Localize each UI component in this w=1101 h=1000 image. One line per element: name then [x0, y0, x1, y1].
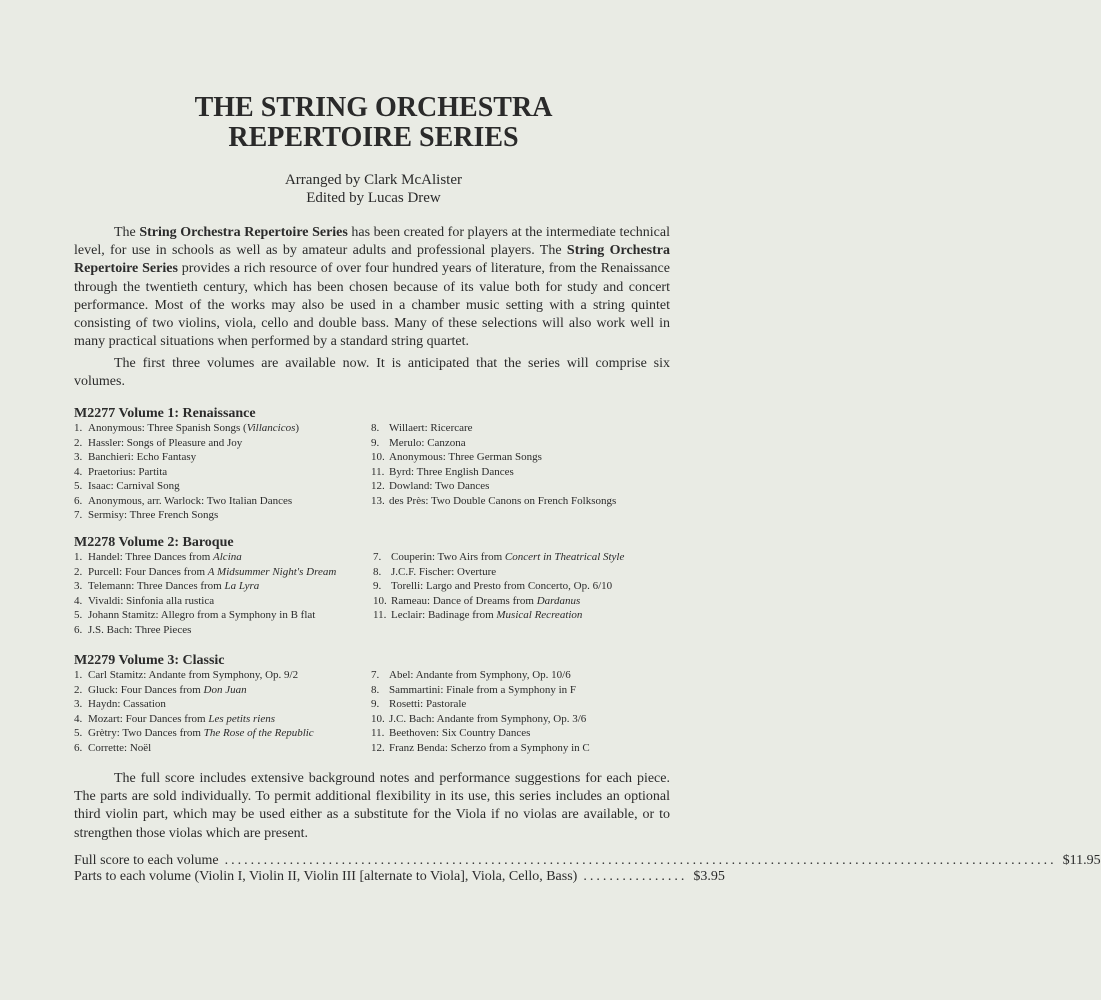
composer-name: Sammartini: — [389, 683, 444, 696]
composer-name: Vivaldi: — [88, 594, 124, 607]
list-item — [373, 579, 624, 594]
series-name: String Orchestra Repertoire Series — [139, 225, 348, 240]
composer-name: Anonymous: — [88, 422, 145, 434]
item-number: 9. — [371, 436, 380, 449]
list-item — [74, 741, 314, 756]
composer-name: Johann Stamitz: — [88, 609, 159, 621]
list-item — [74, 712, 314, 727]
composer-name: Anonymous: — [389, 451, 446, 463]
work-title: Canzona — [424, 436, 466, 449]
availability-paragraph: The first three volumes are available now. It is anticipated that the series will comprise six volumes. — [74, 356, 670, 390]
list-item — [371, 668, 590, 683]
list-item — [371, 436, 616, 451]
item-number: 6. — [74, 741, 83, 754]
list-item — [373, 550, 624, 565]
item-number: 9. — [373, 580, 382, 592]
list-item — [74, 668, 314, 683]
dot-leader: ................................................................................................................................ — [224, 853, 1057, 868]
volume-2-list-left — [74, 550, 336, 637]
work-title: Three German Songs — [445, 451, 542, 463]
work-title-italic: Les petits riens — [208, 712, 275, 725]
item-number: 1. — [74, 422, 83, 434]
list-item — [74, 726, 314, 741]
page-title-line1: THE STRING ORCHESTRA — [194, 92, 553, 123]
item-number: 3. — [74, 451, 83, 463]
item-number: 6. — [74, 623, 83, 636]
list-item — [74, 683, 314, 698]
composer-name: Isaac: — [88, 480, 114, 492]
volume-3-heading: M2279 Volume 3: Classic — [74, 653, 225, 668]
list-item — [74, 623, 336, 638]
composer-name: Handel: — [88, 551, 123, 563]
item-number: 3. — [74, 580, 83, 592]
work-title: Three Dances from — [122, 551, 214, 563]
composer-name: J.C. Bach: — [389, 712, 435, 725]
composer-name: Couperin: — [391, 551, 435, 563]
composer-name: Abel: — [389, 669, 414, 681]
work-title: Scherzo from a Symphony in C — [447, 741, 590, 754]
item-number: 9. — [371, 698, 380, 710]
list-item — [373, 594, 624, 609]
price-label: Parts to each volume (Violin I, Violin II, Violin III [alternate to Viola], Viola, Cello, Bass) — [74, 869, 578, 884]
work-title: Andante from Symphony, Op. 3/6 — [434, 712, 587, 725]
page-title-line2: REPERTOIRE SERIES — [228, 122, 519, 153]
price-value: $3.95 — [693, 869, 725, 884]
item-number: 4. — [74, 465, 83, 478]
price-value: $11.95 — [1062, 853, 1101, 868]
price-row-parts — [74, 868, 725, 885]
work-title: Finale from a Symphony in F — [443, 683, 576, 696]
composer-name: Sermisy: — [88, 509, 128, 521]
price-row-full-score — [74, 852, 1101, 869]
composer-name: Hassler: — [88, 436, 125, 449]
work-title: Four Dances from — [122, 565, 208, 578]
item-number: 6. — [74, 494, 83, 507]
list-item — [74, 697, 314, 712]
work-title: Six Country Dances — [439, 727, 531, 739]
composer-name: Corrette: — [88, 741, 128, 754]
item-number: 5. — [74, 480, 83, 492]
work-title-italic: Don Juan — [203, 683, 247, 696]
list-item — [371, 741, 590, 756]
composer-name: Gluck: — [88, 683, 118, 696]
item-number: 1. — [74, 551, 83, 563]
composer-name: Haydn: — [88, 698, 121, 710]
list-item — [74, 450, 299, 465]
list-item — [371, 479, 616, 494]
volume-2-list-right — [373, 550, 624, 623]
work-title: Pastorale — [423, 698, 467, 710]
work-title: Three Dances from — [134, 580, 225, 592]
work-title: Four Dances from — [122, 712, 209, 725]
volume-1-list-right — [371, 421, 616, 508]
work-title: Cassation — [120, 698, 166, 710]
list-item — [74, 494, 299, 509]
item-number: 7. — [373, 551, 382, 563]
work-title: Noël — [127, 741, 152, 754]
work-title: Partita — [135, 465, 168, 478]
series-name: String Orchestra Repertoire Series — [74, 243, 670, 277]
composer-name: Leclair: — [391, 609, 426, 621]
composer-name: Grètry: — [88, 727, 120, 739]
composer-name: Merulo: — [389, 436, 425, 449]
list-item — [371, 712, 590, 727]
work-title-italic: Concert in Theatrical Style — [504, 551, 625, 563]
item-number: 12. — [371, 741, 385, 754]
composer-name: Dowland: — [389, 480, 433, 492]
item-number: 8. — [373, 565, 382, 578]
list-item — [371, 421, 616, 436]
list-item — [74, 465, 299, 480]
item-number: 10. — [371, 451, 385, 463]
item-number: 1. — [74, 669, 83, 681]
composer-name: Beethoven: — [389, 727, 440, 739]
item-number: 11. — [373, 609, 387, 621]
item-number: 7. — [371, 669, 380, 681]
list-item — [371, 465, 616, 480]
work-title: Dance of Dreams from — [430, 594, 537, 607]
item-number: 4. — [74, 712, 83, 725]
list-item — [74, 479, 299, 494]
work-title: Badinage from — [425, 609, 497, 621]
work-title-italic: Musical Recreation — [496, 609, 583, 621]
work-title-suffix: ) — [295, 422, 300, 434]
volume-3-list-left — [74, 668, 314, 755]
composer-name: Rameau: — [391, 594, 431, 607]
item-number: 12. — [371, 480, 385, 492]
work-title: Echo Fantasy — [133, 451, 197, 463]
composer-name: Carl Stamitz: — [88, 669, 147, 681]
item-number: 11. — [371, 727, 385, 739]
item-number: 11. — [371, 465, 385, 478]
arranger-credit: Arranged by Clark McAlister — [284, 172, 463, 188]
composer-name: Anonymous, arr. Warlock: — [88, 494, 205, 507]
composer-name: J.S. Bach: — [88, 623, 133, 636]
list-item — [74, 594, 336, 609]
composer-name: Franz Benda: — [389, 741, 448, 754]
composer-name: Willaert: — [389, 422, 428, 434]
list-item — [74, 550, 336, 565]
closing-paragraph: The full score includes extensive background notes and performance suggestions for each piece. The parts are sold individually. To permit additional flexibility in its use, this series includes an optional third violin part, which may be used either as a substitute for the Viola if no violas are available, or to strengthen those violas which are present. — [74, 771, 670, 841]
volume-1-list-left — [74, 421, 299, 523]
composer-name: Purcell: — [88, 565, 123, 578]
composer-name: Torelli: — [391, 580, 424, 592]
item-number: 10. — [373, 594, 387, 607]
work-title: Allegro from a Symphony in B flat — [158, 609, 316, 621]
dot-leader: ................ — [583, 869, 688, 884]
list-item — [373, 608, 624, 623]
list-item — [74, 421, 299, 436]
item-number: 3. — [74, 698, 83, 710]
item-number: 8. — [371, 422, 380, 434]
list-item — [371, 450, 616, 465]
work-title: Three French Songs — [127, 509, 219, 521]
work-title: Two Dances — [432, 480, 490, 492]
work-title: Two Airs from — [435, 551, 505, 563]
composer-name: Telemann: — [88, 580, 135, 592]
work-title: Sinfonia alla rustica — [123, 594, 215, 607]
item-number: 7. — [74, 509, 83, 521]
work-title: Three Pieces — [132, 623, 192, 636]
work-title: Largo and Presto from Concerto, Op. 6/10 — [423, 580, 613, 592]
item-number: 8. — [371, 683, 380, 696]
composer-name: Byrd: — [389, 465, 415, 478]
item-number: 10. — [371, 712, 385, 725]
work-title: Three Spanish Songs ( — [144, 422, 247, 434]
work-title: Two Double Canons on French Folksongs — [428, 494, 617, 507]
work-title: Three English Dances — [414, 465, 514, 478]
item-number: 5. — [74, 609, 83, 621]
item-number: 4. — [74, 594, 83, 607]
work-title: Two Dances from — [119, 727, 204, 739]
work-title-italic: The Rose of the Republic — [203, 727, 314, 739]
work-title-italic: La Lyra — [224, 580, 260, 592]
list-item — [74, 436, 299, 451]
work-title-italic: A Midsummer Night's Dream — [207, 565, 337, 578]
list-item — [74, 579, 336, 594]
work-title: Andante from Symphony, Op. 9/2 — [146, 669, 299, 681]
volume-1-heading: M2277 Volume 1: Renaissance — [74, 406, 256, 421]
intro-paragraph: The String Orchestra Repertoire Series has been created for players at the intermediate technical level, for use in schools as well as by amateur adults and professional players. The String Orchestra Repertoire Series provides a rich resource of over four hundred years of literature, from the Renaissance through the twentieth century, which has been chosen because of its value both for study and concert performance. Most of the works may also be used in a chamber music setting with a string quintet consisting of two violins, viola, cello and double bass. Many of these selections will also work well in many practical situations when performed by a standard string quartet. — [74, 225, 670, 350]
composer-name: Praetorius: — [88, 465, 136, 478]
work-title-italic: Dardanus — [536, 594, 581, 607]
work-title: Two Italian Dances — [204, 494, 293, 507]
list-item — [371, 494, 616, 509]
work-title-italic: Villancicos — [246, 422, 296, 434]
work-title: Overture — [454, 565, 497, 578]
composer-name: Mozart: — [88, 712, 123, 725]
volume-3-list-right — [371, 668, 590, 755]
item-number: 2. — [74, 565, 83, 578]
price-label: Full score to each volume — [74, 853, 219, 868]
composer-name: J.C.F. Fischer: — [391, 565, 455, 578]
work-title: Ricercare — [427, 422, 473, 434]
volume-2-heading: M2278 Volume 2: Baroque — [74, 535, 234, 550]
list-item — [74, 508, 299, 523]
item-number: 2. — [74, 683, 83, 696]
composer-name: Rosetti: — [389, 698, 424, 710]
list-item — [74, 608, 336, 623]
item-number: 2. — [74, 436, 83, 449]
editor-credit: Edited by Lucas Drew — [306, 190, 441, 206]
composer-name: Banchieri: — [88, 451, 134, 463]
list-item — [371, 726, 590, 741]
list-item — [371, 683, 590, 698]
item-number: 5. — [74, 727, 83, 739]
list-item — [74, 565, 336, 580]
work-title: Carnival Song — [113, 480, 180, 492]
work-title: Songs of Pleasure and Joy — [124, 436, 243, 449]
list-item — [373, 565, 624, 580]
item-number: 13. — [371, 494, 385, 507]
work-title-italic: Alcina — [213, 551, 242, 563]
list-item — [371, 697, 590, 712]
composer-name: des Près: — [389, 494, 429, 507]
work-title: Four Dances from — [117, 683, 204, 696]
work-title: Andante from Symphony, Op. 10/6 — [413, 669, 571, 681]
